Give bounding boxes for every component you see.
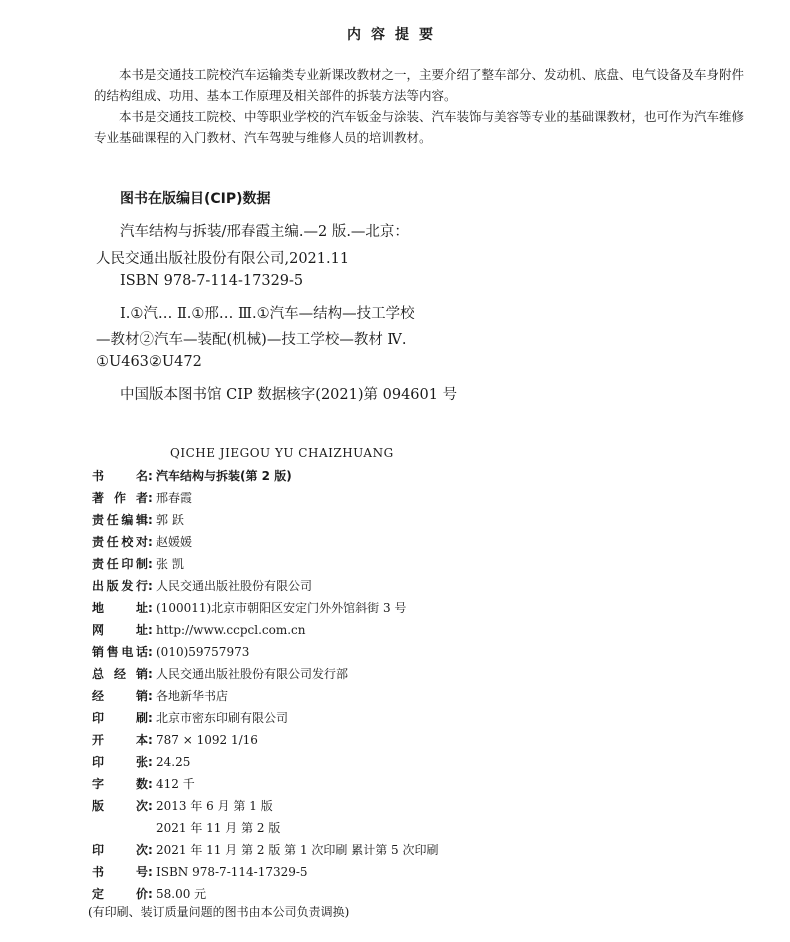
colophon-label: 网址 <box>92 623 148 637</box>
colophon-label: 字数 <box>92 777 148 791</box>
colophon-value: 汽车结构与拆装(第 2 版) <box>156 469 292 483</box>
cip-line: 中国版本图书馆 CIP 数据核字(2021)第 094601 号 <box>120 387 458 403</box>
colophon-value: 2013 年 6 月 第 1 版 <box>156 799 273 813</box>
colophon-row: 经销 : 各地新华书店 <box>92 689 229 703</box>
colophon-value: 张 凯 <box>156 557 184 571</box>
colophon-label: 出版发行 <box>92 579 148 593</box>
colophon-label: 定价 <box>92 887 148 901</box>
colophon-value: 2021 年 11 月 第 2 版 第 1 次印刷 累计第 5 次印刷 <box>156 843 439 857</box>
colophon-row: 定价 : 58.00 元 <box>92 887 207 901</box>
cip-line: 人民交通出版社股份有限公司,2021.11 <box>96 251 350 267</box>
footer-note: (有印刷、装订质量问题的图书由本公司负责调换) <box>88 905 350 919</box>
cip-line: ①U463②U472 <box>96 354 202 370</box>
colophon-label: 书号 <box>92 865 148 879</box>
colophon-row: 责任校对 : 赵媛媛 <box>92 535 193 549</box>
colophon-value: 人民交通出版社股份有限公司发行部 <box>156 667 349 681</box>
colophon-label: 开本 <box>92 733 148 747</box>
colophon-label: 销售电话 <box>92 645 148 659</box>
colophon-label: 书名 <box>92 469 148 483</box>
summary-paragraph-1: 本书是交通技工院校汽车运输类专业新课改教材之一，主要介绍了整车部分、发动机、底盘、电气设备及车身附件的结构组成、功用、基本工作原理及相关部件的拆装方法等内容。 <box>94 67 745 103</box>
colophon-label: 经销 <box>92 689 148 703</box>
cip-line: 汽车结构与拆装/邢春霞主编.—2 版.—北京： <box>120 224 409 240</box>
colophon-value: 2021 年 11 月 第 2 版 <box>156 821 281 835</box>
colophon-row: 印次 : 2021 年 11 月 第 2 版 第 1 次印刷 累计第 5 次印刷 <box>92 843 439 857</box>
cip-line: —教材②汽车—装配(机械)—技工学校—教材 Ⅳ. <box>96 332 407 348</box>
colophon-label: 版次 <box>92 799 148 813</box>
colophon-label: 著作者 <box>92 491 148 505</box>
colophon-row: 责任编辑 : 郭 跃 <box>92 513 184 527</box>
colophon-row: 字数 : 412 千 <box>92 777 195 791</box>
colophon-row: 书号 : ISBN 978-7-114-17329-5 <box>92 865 308 879</box>
colophon-value: 24.25 <box>156 755 191 769</box>
colophon-label: 地址 <box>92 601 148 615</box>
colophon-label: 印次 <box>92 843 148 857</box>
colophon-row: 总经销 : 人民交通出版社股份有限公司发行部 <box>92 667 349 681</box>
cip-title: 图书在版编目(CIP)数据 <box>120 191 271 207</box>
colophon-value: 412 千 <box>156 777 195 791</box>
colophon-value: 58.00 元 <box>156 887 207 901</box>
colophon-label: 印张 <box>92 755 148 769</box>
colophon-row: 网址 : http://www.ccpcl.com.cn <box>92 623 306 637</box>
colophon-row: 印刷 : 北京市密东印刷有限公司 <box>92 711 289 725</box>
cip-line: Ⅰ.①汽… Ⅱ.①邢… Ⅲ.①汽车—结构—技工学校 <box>120 306 415 322</box>
colophon-label: 责任编辑 <box>92 513 148 527</box>
colophon-label: 责任印制 <box>92 557 148 571</box>
colophon-row: 地址 : (100011)北京市朝阳区安定门外外馆斜街 3 号 <box>92 601 407 615</box>
colophon-value: 北京市密东印刷有限公司 <box>156 711 289 725</box>
colophon-label: 印刷 <box>92 711 148 725</box>
colophon-row: 出版发行 : 人民交通出版社股份有限公司 <box>92 579 313 593</box>
colophon-value: 787 × 1092 1/16 <box>156 733 258 747</box>
colophon-row: 销售电话 : (010)59757973 <box>92 645 250 659</box>
colophon-value: 人民交通出版社股份有限公司 <box>156 579 313 593</box>
colophon-value: (010)59757973 <box>156 645 250 659</box>
colophon-row: 版次 : 2013 年 6 月 第 1 版 <box>92 799 273 813</box>
colophon-value: 邢春霞 <box>156 491 193 505</box>
colophon-row: 开本 : 787 × 1092 1/16 <box>92 733 258 747</box>
colophon-value: (100011)北京市朝阳区安定门外外馆斜街 3 号 <box>156 601 407 615</box>
summary-title: 内容提要 <box>347 27 443 43</box>
colophon-value: 郭 跃 <box>156 513 184 527</box>
cip-line: ISBN 978-7-114-17329-5 <box>120 273 304 289</box>
summary-paragraph-2: 本书是交通技工院校、中等职业学校的汽车钣金与涂装、汽车装饰与美容等专业的基础课教材，也可作为汽车维修专业基础课程的入门教材、汽车驾驶与维修人员的培训教材。 <box>94 109 745 145</box>
colophon-label: 责任校对 <box>92 535 148 549</box>
colophon-row: 著作者 : 邢春霞 <box>92 491 193 505</box>
colophon-value: 各地新华书店 <box>156 689 229 703</box>
colophon-row: 书名 : 汽车结构与拆装(第 2 版) <box>92 469 292 483</box>
colophon-row: 印张 : 24.25 <box>92 755 191 769</box>
pinyin-title: QICHE JIEGOU YU CHAIZHUANG <box>170 446 394 460</box>
colophon-value: http://www.ccpcl.com.cn <box>156 623 306 637</box>
colophon-value: 赵媛媛 <box>156 535 193 549</box>
colophon-label: 总经销 <box>92 667 148 681</box>
colophon-row <box>92 819 280 839</box>
colophon-value: ISBN 978-7-114-17329-5 <box>156 865 308 879</box>
colophon-row: 责任印制 : 张 凯 <box>92 557 184 571</box>
